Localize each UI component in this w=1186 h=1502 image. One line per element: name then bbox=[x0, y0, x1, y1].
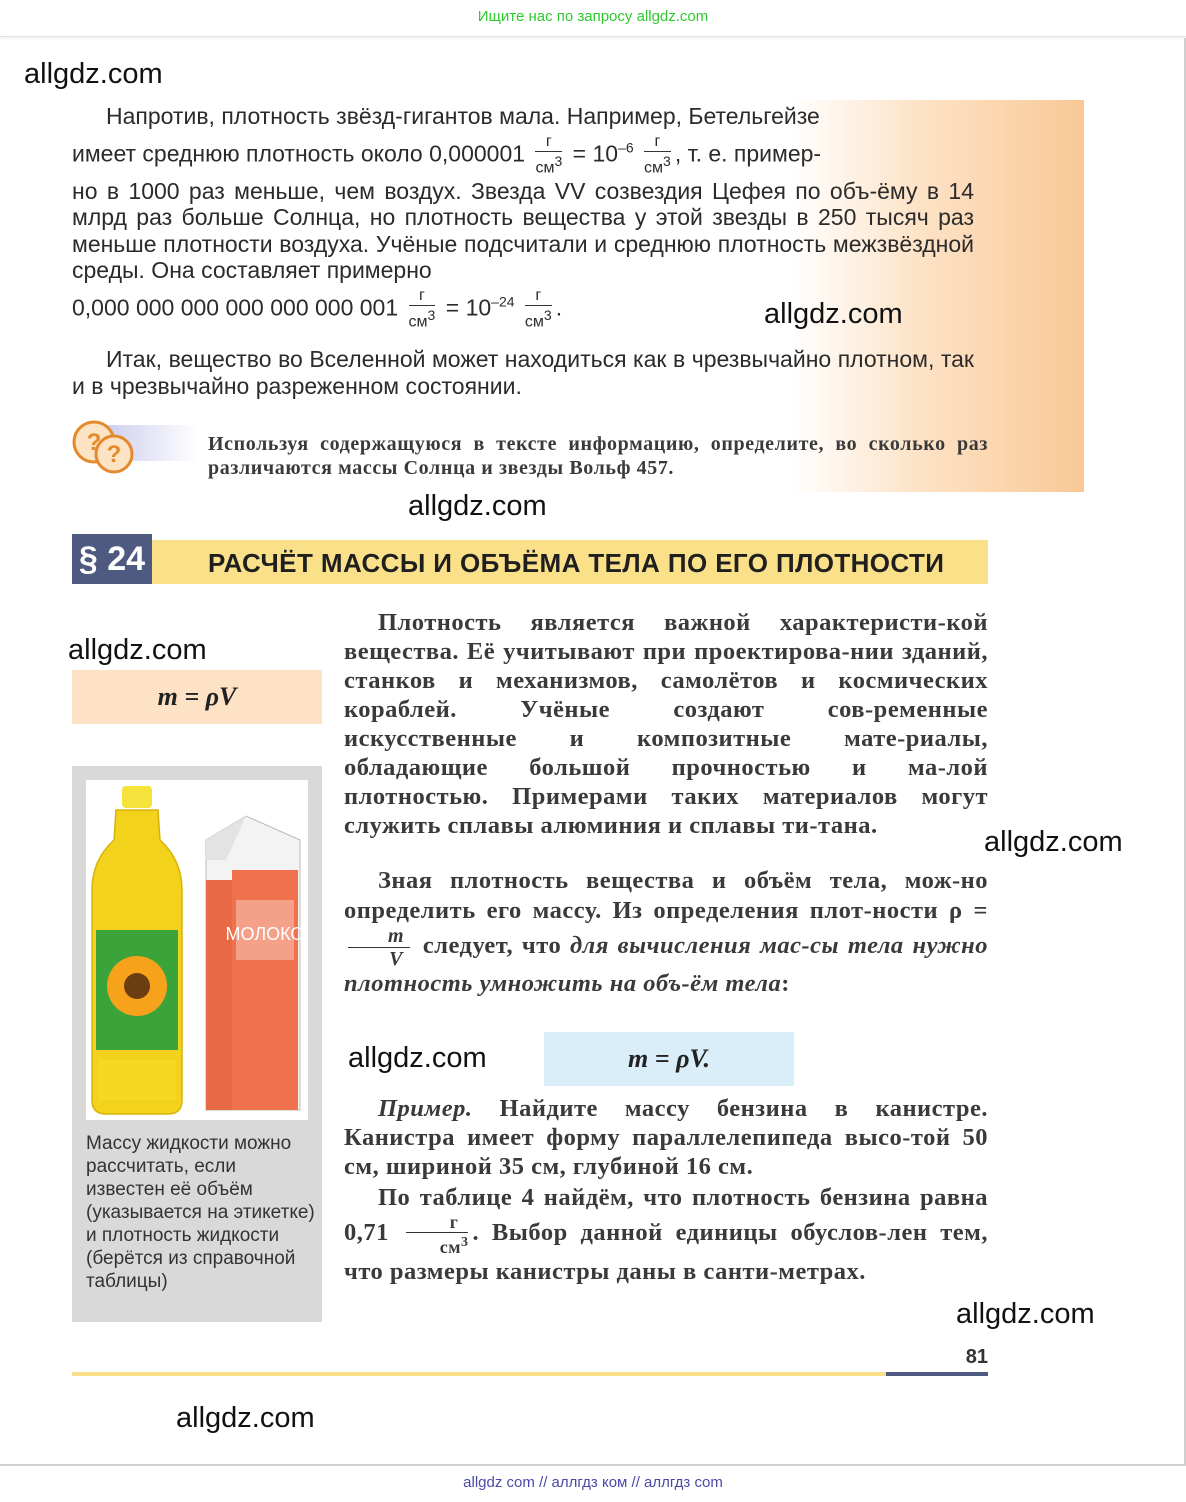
bottle-cap bbox=[122, 786, 152, 808]
unit-den-text: см bbox=[439, 1237, 461, 1257]
bottle-bottom-highlight bbox=[98, 1060, 176, 1100]
unit-num: г bbox=[535, 134, 562, 152]
unit-den-exp: 3 bbox=[460, 1235, 469, 1250]
formula-side-box: m = ρV bbox=[72, 670, 322, 724]
unit-fraction bbox=[644, 134, 671, 176]
unit-den bbox=[535, 152, 562, 176]
sunflower-center bbox=[124, 973, 150, 999]
watermark: allgdz.com bbox=[764, 298, 903, 330]
top-banner: Ищите нас по запросу allgdz.com bbox=[0, 0, 1186, 37]
svg-text:?: ? bbox=[86, 429, 102, 456]
watermark: allgdz.com bbox=[984, 826, 1123, 858]
svg-text:?: ? bbox=[106, 441, 122, 468]
period: . bbox=[555, 294, 563, 321]
unit-num: г bbox=[644, 134, 671, 152]
unit-den-exp: 3 bbox=[543, 306, 552, 323]
question-text: Используя содержащуюся в тексте информацию, определите, во сколько раз различаются массы Солнца и звезды Вольф 457. bbox=[208, 433, 988, 479]
unit-num: г bbox=[525, 288, 552, 306]
illustration-box bbox=[72, 766, 322, 1322]
paragraph-petrol-density bbox=[344, 1182, 988, 1287]
footer-line bbox=[72, 1372, 886, 1376]
unit-den-exp: 3 bbox=[554, 152, 563, 169]
unit-fraction bbox=[406, 1213, 469, 1256]
unit-den bbox=[406, 1233, 469, 1256]
paragraph-example bbox=[344, 1094, 988, 1181]
watermark: allgdz.com bbox=[68, 634, 207, 666]
bottom-banner: allgdz com // аллгдз ком // аллгдз com bbox=[463, 1474, 723, 1491]
equals-sign: = bbox=[572, 139, 587, 166]
unit-den-text: см bbox=[644, 158, 664, 176]
petrol-text-b: . Выбор данной единицы обуслов-лен тем, что размеры канистры даны в санти-метрах. bbox=[344, 1219, 988, 1285]
watermark: allgdz.com bbox=[408, 490, 547, 522]
para1-line1: Напротив, плотность звёзд-гигантов мала. Например, Бетельгейзе bbox=[106, 103, 820, 129]
density-fraction bbox=[348, 926, 410, 969]
frac-den: V bbox=[389, 948, 403, 970]
power-base: 10 bbox=[465, 294, 492, 321]
unit-den-text: см bbox=[524, 313, 544, 331]
formula-main-box: m = ρV. bbox=[544, 1032, 794, 1086]
unit-den bbox=[409, 306, 436, 330]
unit-fraction bbox=[535, 134, 562, 176]
frac-num: m bbox=[348, 926, 410, 948]
unit-den-text: см bbox=[535, 158, 555, 176]
watermark: allgdz.com bbox=[24, 58, 163, 90]
illustration bbox=[86, 780, 308, 1120]
power-exponent: –24 bbox=[491, 293, 515, 310]
unit-den bbox=[644, 152, 671, 176]
unit-den-exp: 3 bbox=[663, 152, 671, 169]
power-base: 10 bbox=[592, 139, 619, 166]
mass-rule-italic: для вычисления мас-сы тела нужно плотность умножить на объ-ём тела bbox=[344, 932, 989, 997]
unit-den bbox=[525, 306, 552, 330]
unit-den-exp: 3 bbox=[427, 306, 436, 323]
paragraph-density-giants bbox=[72, 103, 974, 330]
mass-rule-text-b: следует, что bbox=[422, 932, 562, 960]
unit-num: г bbox=[409, 288, 436, 306]
question-icon bbox=[70, 418, 140, 478]
paragraph-conclusion: Итак, вещество во Вселенной может находиться как в чрезвычайно плотном, так и в чрезвычайно разреженном состоянии. bbox=[72, 346, 974, 399]
unit-num: г bbox=[406, 1213, 469, 1233]
watermark: allgdz.com bbox=[348, 1042, 487, 1074]
para1-line3: но в 1000 раз меньше, чем воздух. Звезда VV созвездия Цефея по объ-ёму в 14 млрд раз больше Солнца, но плотность вещества у этой звезды в 250 тысяч раз меньше плотности воздуха. Учёные подсчитали и среднюю плотность межзвёздной среды. Она составляет примерно bbox=[72, 177, 974, 284]
para1-line2 bbox=[72, 134, 974, 176]
unit-fraction bbox=[409, 288, 436, 330]
equals-sign: = bbox=[445, 294, 460, 321]
section-title: РАСЧЁТ МАССЫ И ОБЪЁМА ТЕЛА ПО ЕГО ПЛОТНОСТИ bbox=[152, 540, 988, 584]
paragraph-density-importance: Плотность является важной характеристи-кой вещества. Её учитывают при проектирова-нии зданий, станков и механизмов, самолётов и космических кораблей. Учёные создают сов-ременные искусственные и композитные мате-риалы, обладающие большой прочностью и ма-лой плотностью. Примерами таких материалов могут служить сплавы алюминия и сплавы ти-тана. bbox=[344, 609, 988, 839]
mass-rule-colon: : bbox=[781, 970, 790, 997]
illustration-caption: Массу жидкости можно рассчитать, если известен её объём (указывается на этикетке) и плотность жидкости (берётся из справочной таблицы) bbox=[86, 1133, 315, 1292]
petrol-text-a: По таблице 4 найдём, что плотность бензина равна 0,71 bbox=[344, 1184, 988, 1247]
unit-den-text: см bbox=[408, 313, 428, 331]
example-text: Найдите массу бензина в канистре. Канистра имеет форму параллелепипеда высо-той 50 см, шириной 35 см, глубиной 16 см. bbox=[344, 1095, 989, 1180]
watermark: allgdz.com bbox=[956, 1298, 1095, 1330]
example-label: Пример. bbox=[378, 1095, 473, 1122]
page-number: 81 bbox=[965, 1346, 988, 1368]
section-number: § 24 bbox=[72, 534, 152, 584]
paragraph-mass-rule bbox=[344, 866, 988, 999]
mass-rule-text-a: Зная плотность вещества и объём тела, мож-но определить его массу. Из определения плот-ности ρ = bbox=[344, 867, 988, 924]
power-exponent: –6 bbox=[618, 139, 634, 156]
watermark: allgdz.com bbox=[176, 1402, 315, 1434]
oil-and-milk-illustration bbox=[86, 780, 308, 1120]
milk-carton-side bbox=[206, 880, 232, 1110]
para1-line2-text: имеет среднюю плотность около 0,000001 bbox=[72, 139, 526, 166]
milk-label: МОЛОКО bbox=[225, 924, 305, 944]
para1-line4-text: 0,000 000 000 000 000 000 001 bbox=[72, 294, 399, 321]
unit-fraction bbox=[525, 288, 552, 330]
para1-line2-end: , т. е. пример- bbox=[674, 139, 822, 166]
footer-line-accent bbox=[886, 1372, 988, 1376]
